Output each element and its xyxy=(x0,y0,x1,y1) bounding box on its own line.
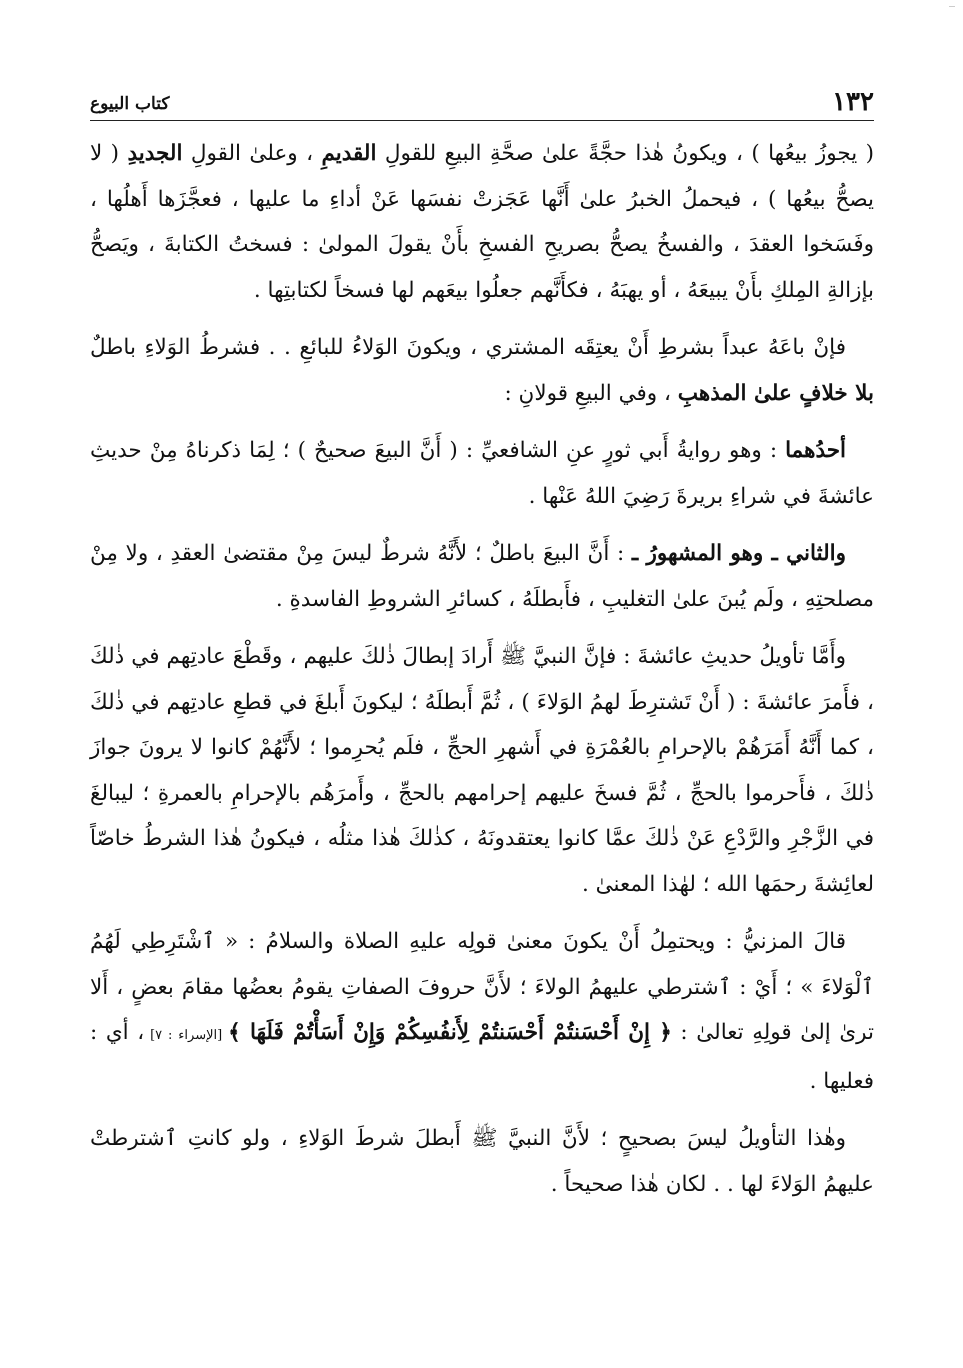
text-segment: ، وفي البيعِ قولانِ : xyxy=(504,380,678,406)
paragraph xyxy=(90,1116,874,1207)
text-segment: ( يجوزُ بيعُها ) ، ويكونُ هٰذا حجَّةً علىٰ صحَّةِ البيعِ للقولِ xyxy=(376,141,875,166)
bold-text-segment: القديمِ xyxy=(321,141,377,166)
bold-text-segment: بلا خلافٍ علىٰ المذهبِ xyxy=(677,380,874,406)
text-segment: وهٰذا التأويلُ ليسَ بصحيحٍ ؛ لأَنَّ النبيَّ ﷺ أَبطلَ شرطَ الوَلاءِ ، ولو كانتِ ٱشترطتْ عليهمُ الوَلاءَ لها . . لكان هٰذا صحيحاً . xyxy=(90,1126,874,1197)
text-segment: فإنْ باعَهُ عبداً بشرطِ أَنْ يعتِقَه المشتري ، ويكونَ الوَلاءُ للبائعِ . . فشرطُ الوَلاءِ باطلٌ xyxy=(90,335,846,360)
book-page xyxy=(90,84,874,1314)
page-number: ١٣٢ xyxy=(832,87,874,117)
text-segment: وأَمَّا تأويلُ حديثِ عائشةَ : فإنَّ النبيَّ ﷺ أَرادَ إبطالَ ذٰلكَ عليهم ، وقَطْعَ عادتِهم في ذٰلكَ ، فأَمرَ عائشةَ : ( أَنْ تَشترِطَ لهمُ الوَلاءَ ) ، ثُمَّ أَبطلَهُ ؛ ليكونَ أَبلغَ في قطعِ عادتِهم في ذٰلكَ ، كما أَنَّهُ أَمَرَهُمْ بالإحرامِ بالعُمْرَةِ في أَشهرِ الحجِّ ، فلَم يُحرِموا ؛ لأَنَّهُمْ كانوا لا يرونَ جوازَ ذٰلكَ ، فأَحرموا بالحجِّ ، ثُمَّ فسخَ عليهم إحرامهم بالحجِّ ، وأَمرَهُم بالإحرامِ بالعمرةِ ؛ ليبالغَ في الزَّجْرِ والرَّدْعِ عَنْ ذٰلكَ عمَّا كانوا يعتقدونَهُ ، كذٰلكَ هٰذا مثلُه ، فيكونُ هٰذا الشرطُ خاصّاً لعائِشةَ رحمَها الله ؛ لهٰذا المعنىٰ . xyxy=(90,644,874,897)
paragraph xyxy=(90,131,874,313)
scan-mark xyxy=(949,6,955,7)
running-title: كتاب البيوع xyxy=(90,94,170,114)
citation-reference: [الإسراء : ٧] xyxy=(144,1028,229,1043)
text-segment: ، وعلىٰ القولِ xyxy=(182,141,322,166)
text-segment: : أَنَّ البيعَ باطلٌ ؛ لأَنَّهُ شرطٌ ليسَ مِنْ مقتضىٰ العقدِ ، ولا مِنْ مصلحتِهِ ، ولَم يُبنَ علىٰ التغليبِ ، فأَبطلَهُ ، كسائرِ الشروطِ الفاسدةِ . xyxy=(90,541,874,612)
text-segment: ، أي : فعليها . xyxy=(90,1020,874,1094)
paragraph xyxy=(90,325,874,416)
bold-text-segment: ﴿ إِنْ أَحْسَنتُمْ أَحْسَنتُمْ لِأَنفُسِكُمْ وَإِنْ أَسَأْتُمْ فَلَهَا ﴾ xyxy=(228,1020,672,1045)
bold-text-segment: الجديدِ xyxy=(127,141,183,166)
text-segment: ( لا يصحُّ بيعُها ) ، فيحملُ الخبرُ علىٰ أَنَّها عَجَزتْ نفسَها عَنْ أداءِ ما عليها ، فعجَّزَها أَهلُها ، وفَسَخوا العقدَ ، والفسخُ يصحُّ بصريحِ الفسخِ بأَنْ يقولَ المولىٰ : فسختُ الكتابةَ ، ويَصحُّ بإزالةِ المِلكِ بأَنْ يبيعَهُ ، أو يهبَهُ ، فكأَنَّهم جعلُوا بيعَهم لها فسخاً لكتابتِها . xyxy=(90,141,874,303)
bold-text-segment: والثاني ـ وهو المشهورُ ـ xyxy=(631,541,846,566)
paragraph xyxy=(90,919,874,1104)
running-head xyxy=(90,84,874,121)
bold-text-segment: أحدُهما xyxy=(785,438,846,463)
text-segment: قالَ المزنيُّ : ويحتمِلُ أَنْ يكونَ معنىٰ قولِه عليهِ الصلاة والسلامُ : « ٱشْتَرِطِي لَهُمُ ٱلْوَلاءَ » ؛ أَيْ : ٱشترطي عليهمُ الولاءَ ؛ لأَنَّ حروفَ الصفاتِ يقومُ بعضُها مقامَ بعضٍ ، أَلا ترىٰ إلىٰ قولِهِ تعالىٰ : xyxy=(90,929,874,1045)
paragraph xyxy=(90,428,874,519)
body-text xyxy=(90,131,874,1207)
text-segment: : وهو روايةُ أَبي ثورٍ عنِ الشافعيِّ : ( أَنَّ البيعَ صحيحٌ ) ؛ لِمَا ذكرناهُ مِنْ حديثِ عائشةَ في شراءِ بريرةَ رَضِيَ اللهُ عَنْها . xyxy=(90,438,874,509)
paragraph xyxy=(90,634,874,907)
paragraph xyxy=(90,531,874,622)
